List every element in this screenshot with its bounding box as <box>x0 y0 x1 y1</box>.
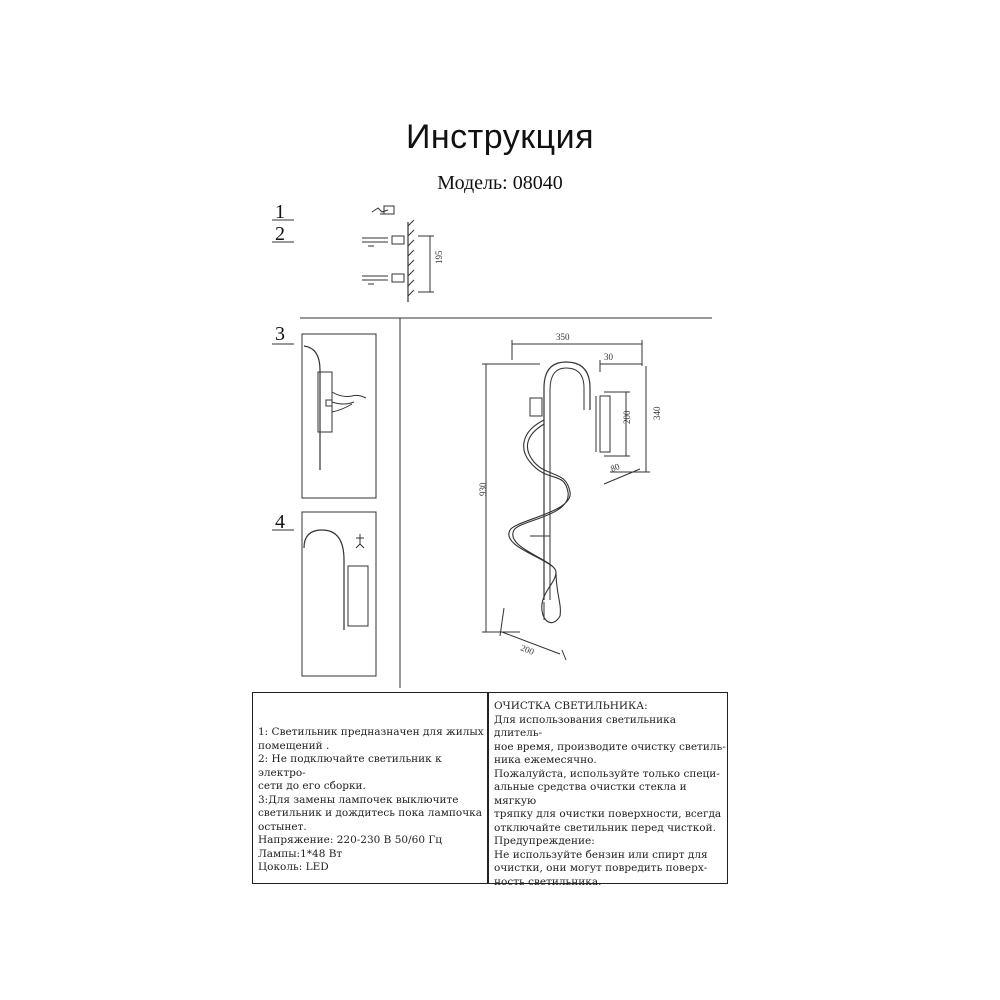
dim-head-height: 340 <box>652 406 662 420</box>
step-3-frame <box>302 334 376 498</box>
info-text-right: ОЧИСТКА СВЕТИЛЬНИКА: Для использования светильника длитель- ное время, производите очистку светиль- ника ежемесячно. Пожалуйста, используйте только специ- альные средства очистки стекла и мягкую тряпку для очистки поверхности, всегда отключайте светильник перед чисткой. Предупреждение: Не используйте бензин или спирт для очистки, они могут повредить поверх- ность светильника. <box>494 700 726 888</box>
dim-height-total: 930 <box>478 482 488 496</box>
dim-mount-height: 195 <box>434 250 444 264</box>
page-title: Инструкция <box>405 118 595 156</box>
dim-depth-base: 200 <box>519 642 536 657</box>
mounting-drawing <box>362 206 434 302</box>
dim-depth-small: 80 <box>609 461 622 474</box>
step-1-number: 1 <box>275 201 285 223</box>
dim-plate-height: 200 <box>622 410 632 424</box>
dim-offset-top: 30 <box>604 352 613 362</box>
lamp-drawing <box>482 340 650 660</box>
step-3-number: 3 <box>275 323 285 345</box>
step-4-frame <box>302 512 376 676</box>
step-2-number: 2 <box>275 223 285 245</box>
step-4-number: 4 <box>275 511 285 533</box>
info-text-left: 1: Светильник предназначен для жилых помещений . 2: Не подключайте светильник к электро- сети до его сборки. 3:Для замены лампочек выключите светильник и дождитесь пока лампочка остынет. Напряжение: 220-230 В 50/60 Гц Лампы:1*48 Вт Цоколь: LED <box>258 726 484 873</box>
dim-width-total: 350 <box>556 332 570 342</box>
model-number: Модель: 08040 <box>437 172 563 194</box>
